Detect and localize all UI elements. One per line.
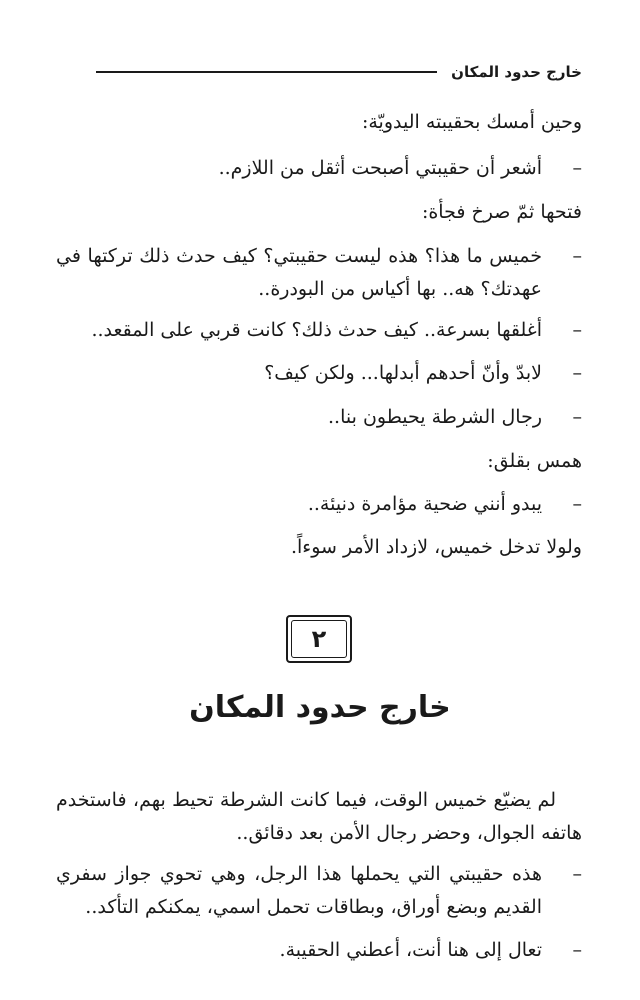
chapter-title: خارج حدود المكان bbox=[189, 690, 451, 725]
dialogue-text: لابدّ وأنّ أحدهم أبدلها... ولكن كيف؟ bbox=[264, 362, 542, 384]
narration-paragraph: ولولا تدخل خميس، لازداد الأمر سوءاً. bbox=[290, 536, 582, 558]
narration-paragraph: لم يضيّع خميس الوقت، فيما كانت الشرطة تحيط بهم، فاستخدم هاتفه الجوال، وحضر رجال الأمن بعد دقائق.. bbox=[56, 789, 582, 844]
running-title: خارج حدود المكان bbox=[451, 63, 582, 81]
narration-paragraph: فتحها ثمّ صرخ فجأة: bbox=[421, 201, 582, 223]
dialogue-line bbox=[56, 152, 582, 185]
dialogue-text: رجال الشرطة يحيطون بنا.. bbox=[328, 406, 542, 428]
dialogue-text: يبدو أنني ضحية مؤامرة دنيئة.. bbox=[307, 493, 542, 515]
dialogue-dash: – bbox=[572, 157, 582, 179]
narration-paragraph: وحين أمسك بحقيبته اليدويّة: bbox=[361, 111, 582, 133]
dialogue-dash: – bbox=[572, 406, 582, 428]
chapter-number: ٢ bbox=[291, 620, 347, 658]
narration-paragraph: همس بقلق: bbox=[487, 450, 582, 472]
dialogue-text: أشعر أن حقيبتي أصبحت أثقل من اللازم.. bbox=[218, 157, 542, 179]
dialogue-dash: – bbox=[572, 362, 582, 384]
dialogue-dash: – bbox=[572, 319, 582, 341]
running-header bbox=[96, 60, 582, 84]
dialogue-line bbox=[56, 314, 582, 347]
dialogue-dash: – bbox=[572, 245, 582, 267]
chapter-number-box bbox=[286, 615, 352, 663]
dialogue-text: تعال إلى هنا أنت، أعطني الحقيبة. bbox=[279, 939, 542, 961]
dialogue-line bbox=[56, 934, 582, 967]
dialogue-line bbox=[56, 357, 582, 390]
header-rule bbox=[96, 71, 437, 73]
dialogue-line bbox=[56, 858, 582, 924]
dialogue-dash: – bbox=[572, 493, 582, 515]
dialogue-line bbox=[56, 240, 582, 306]
dialogue-text: أغلقها بسرعة.. كيف حدث ذلك؟ كانت قربي على المقعد.. bbox=[91, 319, 542, 341]
dialogue-line bbox=[56, 401, 582, 434]
dialogue-dash: – bbox=[572, 939, 582, 961]
dialogue-text: خميس ما هذا؟ هذه ليست حقيبتي؟ كيف حدث ذلك تركتها في عهدتك؟ هه.. بها أكياس من البودرة.. bbox=[56, 245, 542, 300]
dialogue-dash: – bbox=[572, 863, 582, 885]
dialogue-text: هذه حقيبتي التي يحملها هذا الرجل، وهي تحوي جواز سفري القديم وبضع أوراق، وبطاقات تحمل اسمي، يمكنكم التأكد.. bbox=[56, 863, 542, 918]
dialogue-line bbox=[56, 488, 582, 521]
